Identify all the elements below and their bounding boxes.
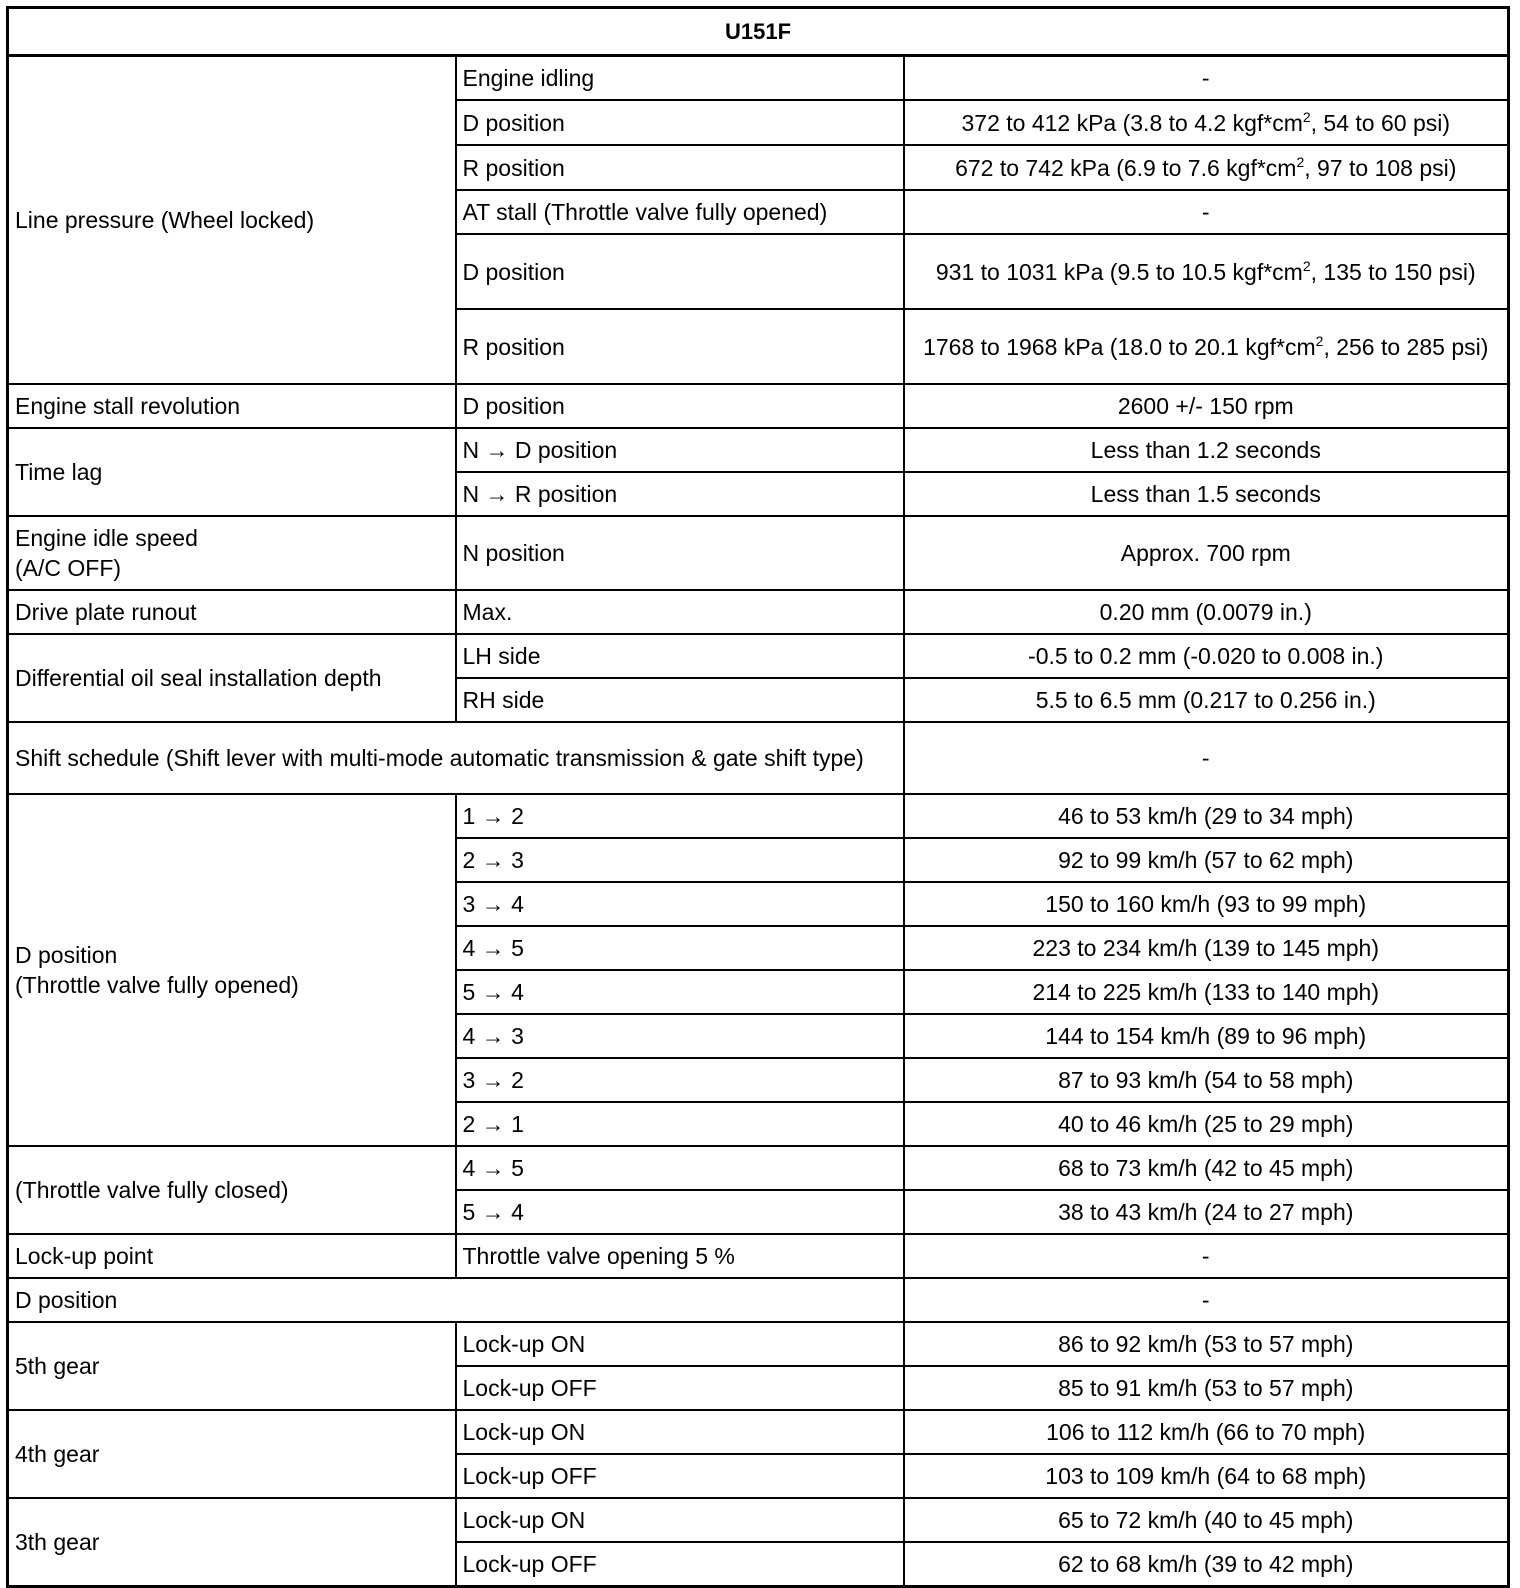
cond-cell: Lock-up ON <box>456 1410 904 1454</box>
row-label-gear: 3th gear <box>8 1498 456 1587</box>
label-line: D position <box>15 942 118 968</box>
cond-cell: R position <box>456 309 904 384</box>
table-row <box>8 1234 1509 1278</box>
value-cell: - <box>904 722 1509 794</box>
superscript: 2 <box>1296 153 1305 170</box>
cond-cell: N → R position <box>456 472 904 516</box>
table-row <box>8 1146 1509 1190</box>
cond-cell: 1 → 2 <box>456 794 904 838</box>
cond-cell: 4 → 5 <box>456 1146 904 1190</box>
superscript: 2 <box>1302 257 1311 274</box>
cond-cell: 4 → 5 <box>456 926 904 970</box>
table-row <box>8 56 1509 101</box>
value-cell <box>904 100 1509 145</box>
value-cell: 2600 +/- 150 rpm <box>904 384 1509 428</box>
superscript: 2 <box>1302 108 1311 125</box>
value-cell: 85 to 91 km/h (53 to 57 mph) <box>904 1366 1509 1410</box>
value-cell: 87 to 93 km/h (54 to 58 mph) <box>904 1058 1509 1102</box>
value-cell: 62 to 68 km/h (39 to 42 mph) <box>904 1542 1509 1587</box>
cond-cell: 5 → 4 <box>456 1190 904 1234</box>
value-cell <box>904 234 1509 309</box>
value-cell: 103 to 109 km/h (64 to 68 mph) <box>904 1454 1509 1498</box>
label-line: Engine idle speed <box>15 525 198 551</box>
row-label-time-lag: Time lag <box>8 428 456 516</box>
value-cell: 40 to 46 km/h (25 to 29 mph) <box>904 1102 1509 1146</box>
value-cell: Less than 1.2 seconds <box>904 428 1509 472</box>
cond-cell: D position <box>456 100 904 145</box>
value-cell: 106 to 112 km/h (66 to 70 mph) <box>904 1410 1509 1454</box>
value-cell: Less than 1.5 seconds <box>904 472 1509 516</box>
value-text: 1768 to 1968 kPa (18.0 to 20.1 kgf*cm <box>923 333 1316 360</box>
cond-cell: 2 → 3 <box>456 838 904 882</box>
cond-cell: 3 → 2 <box>456 1058 904 1102</box>
value-cell: Approx. 700 rpm <box>904 516 1509 590</box>
value-cell: 68 to 73 km/h (42 to 45 mph) <box>904 1146 1509 1190</box>
table-row <box>8 384 1509 428</box>
value-text: , 135 to 150 psi) <box>1310 258 1476 285</box>
value-cell: 65 to 72 km/h (40 to 45 mph) <box>904 1498 1509 1542</box>
value-text: 931 to 1031 kPa (9.5 to 10.5 kgf*cm <box>935 258 1303 285</box>
value-cell: 223 to 234 km/h (139 to 145 mph) <box>904 926 1509 970</box>
label-line: (Throttle valve fully opened) <box>15 972 299 998</box>
cond-cell: Max. <box>456 590 904 634</box>
cond-cell: D position <box>456 234 904 309</box>
row-label-gear: 5th gear <box>8 1322 456 1410</box>
value-cell <box>904 145 1509 190</box>
value-cell: 214 to 225 km/h (133 to 140 mph) <box>904 970 1509 1014</box>
value-cell: 86 to 92 km/h (53 to 57 mph) <box>904 1322 1509 1366</box>
value-cell: - <box>904 190 1509 234</box>
cond-cell: 4 → 3 <box>456 1014 904 1058</box>
table-row <box>8 428 1509 472</box>
spec-table <box>6 6 1510 1588</box>
value-cell: 5.5 to 6.5 mm (0.217 to 0.256 in.) <box>904 678 1509 722</box>
value-text: 672 to 742 kPa (6.9 to 7.6 kgf*cm <box>955 154 1297 181</box>
row-label-lockup-point: Lock-up point <box>8 1234 456 1278</box>
row-label-d-open <box>8 794 456 1146</box>
value-cell <box>904 309 1509 384</box>
label-line: (A/C OFF) <box>15 555 122 581</box>
value-text: , 54 to 60 psi) <box>1310 109 1451 136</box>
value-cell: 150 to 160 km/h (93 to 99 mph) <box>904 882 1509 926</box>
table-row <box>8 590 1509 634</box>
table-row <box>8 1410 1509 1454</box>
value-cell: 0.20 mm (0.0079 in.) <box>904 590 1509 634</box>
cond-cell: 2 → 1 <box>456 1102 904 1146</box>
cond-cell: 5 → 4 <box>456 970 904 1014</box>
table-row <box>8 634 1509 678</box>
cond-cell: LH side <box>456 634 904 678</box>
row-label-engine-stall: Engine stall revolution <box>8 384 456 428</box>
cond-cell: RH side <box>456 678 904 722</box>
value-cell: 144 to 154 km/h (89 to 96 mph) <box>904 1014 1509 1058</box>
value-text: , 97 to 108 psi) <box>1304 154 1457 181</box>
table-row <box>8 1278 1509 1322</box>
row-label-drive-plate: Drive plate runout <box>8 590 456 634</box>
value-text: , 256 to 285 psi) <box>1323 333 1489 360</box>
value-cell: - <box>904 56 1509 101</box>
table-row <box>8 1322 1509 1366</box>
row-label-d-closed: (Throttle valve fully closed) <box>8 1146 456 1234</box>
cond-cell: Lock-up ON <box>456 1498 904 1542</box>
value-cell: 46 to 53 km/h (29 to 34 mph) <box>904 794 1509 838</box>
cond-cell: 3 → 4 <box>456 882 904 926</box>
cond-cell: N → D position <box>456 428 904 472</box>
table-row <box>8 722 1509 794</box>
table-row <box>8 794 1509 838</box>
row-label-line-pressure: Line pressure (Wheel locked) <box>8 56 456 385</box>
table-title-row <box>8 8 1509 56</box>
cond-cell: Lock-up OFF <box>456 1366 904 1410</box>
cond-cell: Lock-up ON <box>456 1322 904 1366</box>
value-cell: -0.5 to 0.2 mm (-0.020 to 0.008 in.) <box>904 634 1509 678</box>
cond-cell: N position <box>456 516 904 590</box>
value-cell: 92 to 99 km/h (57 to 62 mph) <box>904 838 1509 882</box>
value-cell: 38 to 43 km/h (24 to 27 mph) <box>904 1190 1509 1234</box>
value-cell: - <box>904 1234 1509 1278</box>
row-label-gear: 4th gear <box>8 1410 456 1498</box>
row-label-d-position: D position <box>8 1278 904 1322</box>
cond-cell: Engine idling <box>456 56 904 101</box>
row-label-shift-schedule: Shift schedule (Shift lever with multi-mode automatic transmission & gate shift type) <box>8 722 904 794</box>
table-title: U151F <box>8 8 1509 56</box>
cond-cell: AT stall (Throttle valve fully opened) <box>456 190 904 234</box>
cond-cell: Lock-up OFF <box>456 1542 904 1587</box>
value-text: 372 to 412 kPa (3.8 to 4.2 kgf*cm <box>961 109 1303 136</box>
value-cell: - <box>904 1278 1509 1322</box>
table-row <box>8 516 1509 590</box>
cond-cell: Lock-up OFF <box>456 1454 904 1498</box>
table-row <box>8 1498 1509 1542</box>
row-label-oil-seal: Differential oil seal installation depth <box>8 634 456 722</box>
cond-cell: D position <box>456 384 904 428</box>
superscript: 2 <box>1315 332 1324 349</box>
row-label-idle-speed <box>8 516 456 590</box>
cond-cell: Throttle valve opening 5 % <box>456 1234 904 1278</box>
cond-cell: R position <box>456 145 904 190</box>
